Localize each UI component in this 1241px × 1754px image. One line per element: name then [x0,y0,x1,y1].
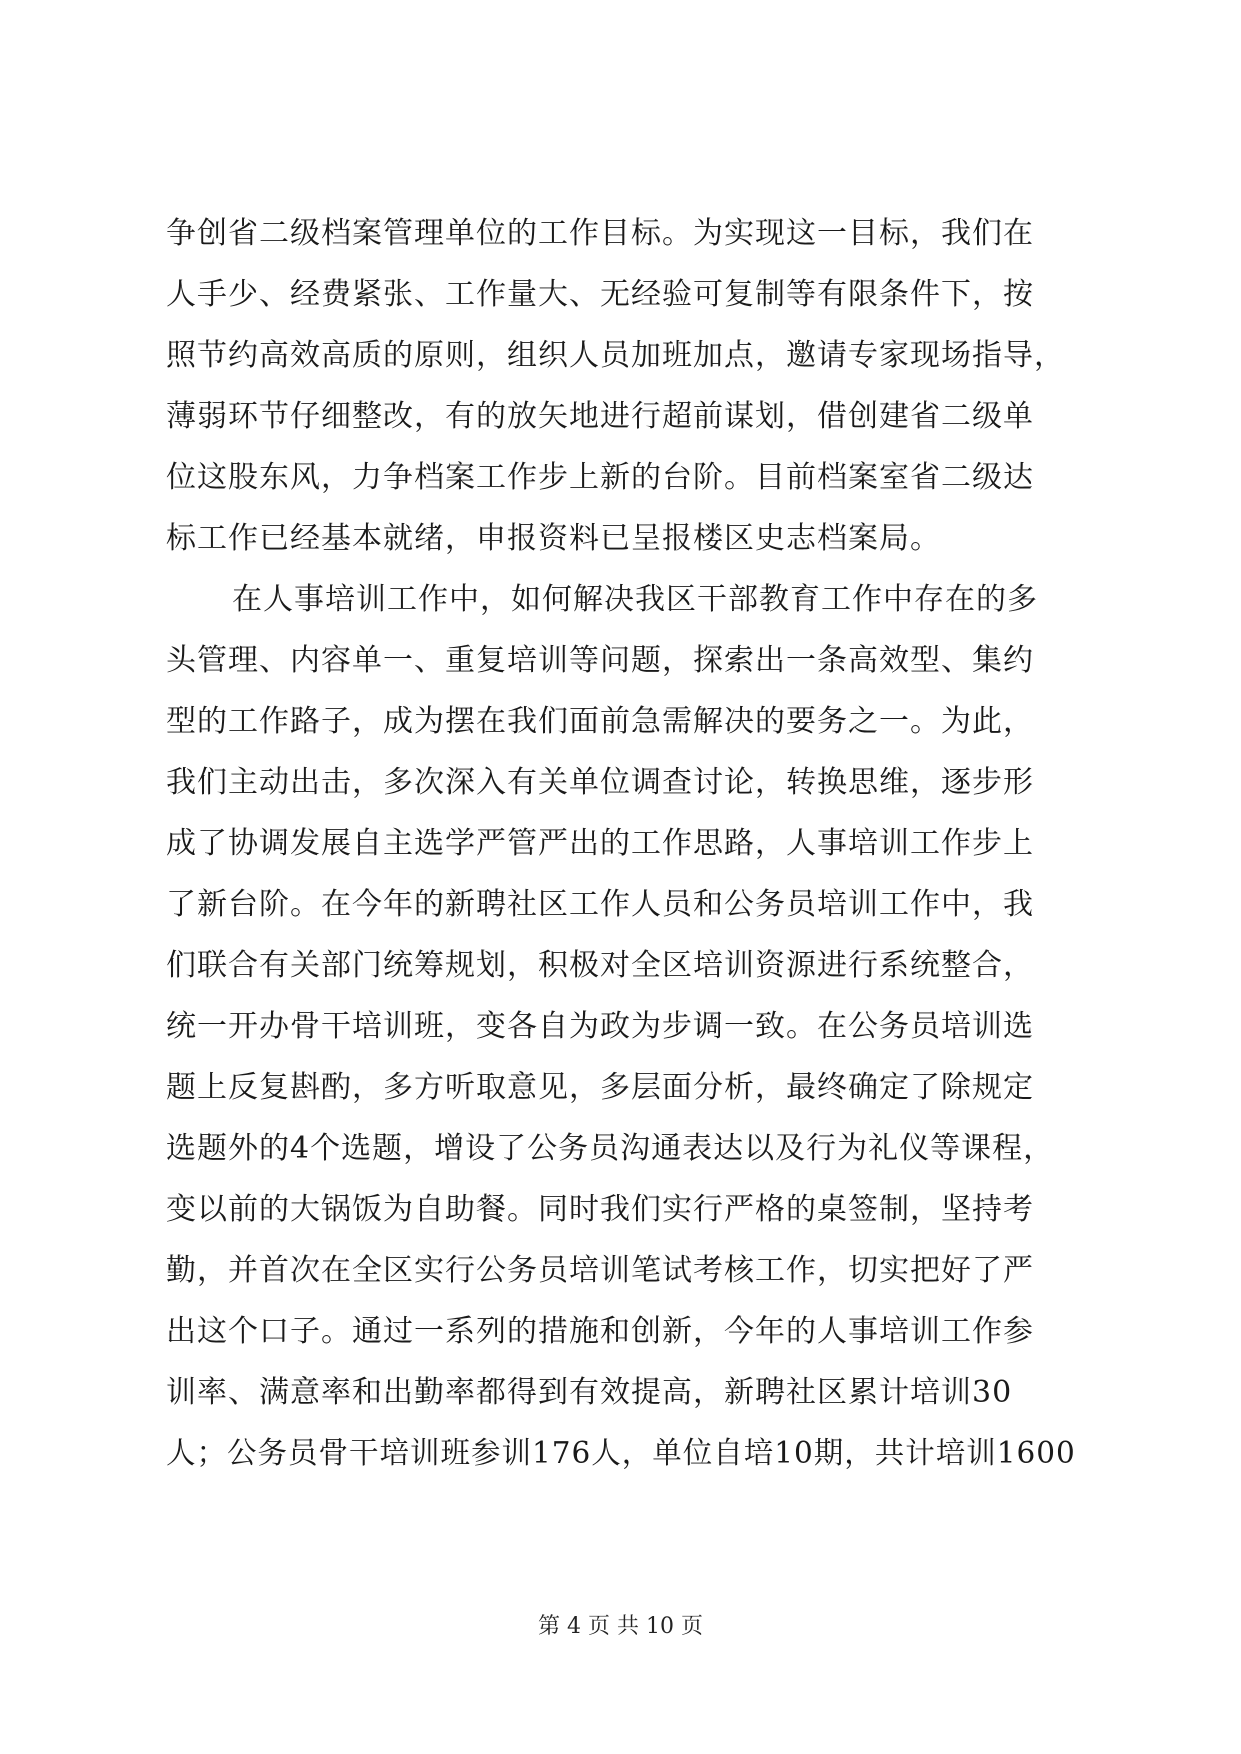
text-line: 薄弱环节仔细整改，有的放矢地进行超前谋划，借创建省二级单 [166,399,1034,434]
text-line: 们联合有关部门统筹规划，积极对全区培训资源进行系统整合， [166,948,1034,983]
text-line: 人；公务员骨干培训班参训176人，单位自培10期，共计培训1600 [166,1436,1076,1471]
text-line: 选题外的4个选题，增设了公务员沟通表达以及行为礼仪等课程， [166,1131,1055,1166]
text-line: 型的工作路子，成为摆在我们面前急需解决的要务之一。为此， [166,704,1034,739]
text-line: 统一开办骨干培训班，变各自为政为步调一致。在公务员培训选 [166,1009,1034,1044]
text-line: 出这个口子。通过一系列的措施和创新，今年的人事培训工作参 [166,1314,1034,1349]
text-line: 争创省二级档案管理单位的工作目标。为实现这一目标，我们在 [166,216,1034,251]
text-line: 标工作已经基本就绪，申报资料已呈报楼区史志档案局。 [166,521,941,556]
text-line: 成了协调发展自主选学严管严出的工作思路，人事培训工作步上 [166,826,1034,861]
text-line: 勤，并首次在全区实行公务员培训笔试考核工作，切实把好了严 [166,1253,1034,1288]
page-number-footer: 第 4 页 共 10 页 [538,1614,703,1639]
text-line: 了新台阶。在今年的新聘社区工作人员和公务员培训工作中，我 [166,887,1034,922]
text-line: 题上反复斟酌，多方听取意见，多层面分析，最终确定了除规定 [166,1070,1034,1105]
text-line: 在人事培训工作中，如何解决我区干部教育工作中存在的多 [232,582,1038,617]
text-line: 我们主动出击，多次深入有关单位调查讨论，转换思维，逐步形 [166,765,1034,800]
text-line: 位这股东风，力争档案工作步上新的台阶。目前档案室省二级达 [166,460,1034,495]
text-line: 变以前的大锅饭为自助餐。同时我们实行严格的桌签制，坚持考 [166,1192,1034,1227]
text-line: 人手少、经费紧张、工作量大、无经验可复制等有限条件下，按 [166,277,1034,312]
text-line: 照节约高效高质的原则，组织人员加班加点，邀请专家现场指导， [166,338,1065,373]
text-line: 头管理、内容单一、重复培训等问题，探索出一条高效型、集约 [166,643,1034,678]
text-line: 训率、满意率和出勤率都得到有效提高，新聘社区累计培训30 [166,1375,1013,1410]
